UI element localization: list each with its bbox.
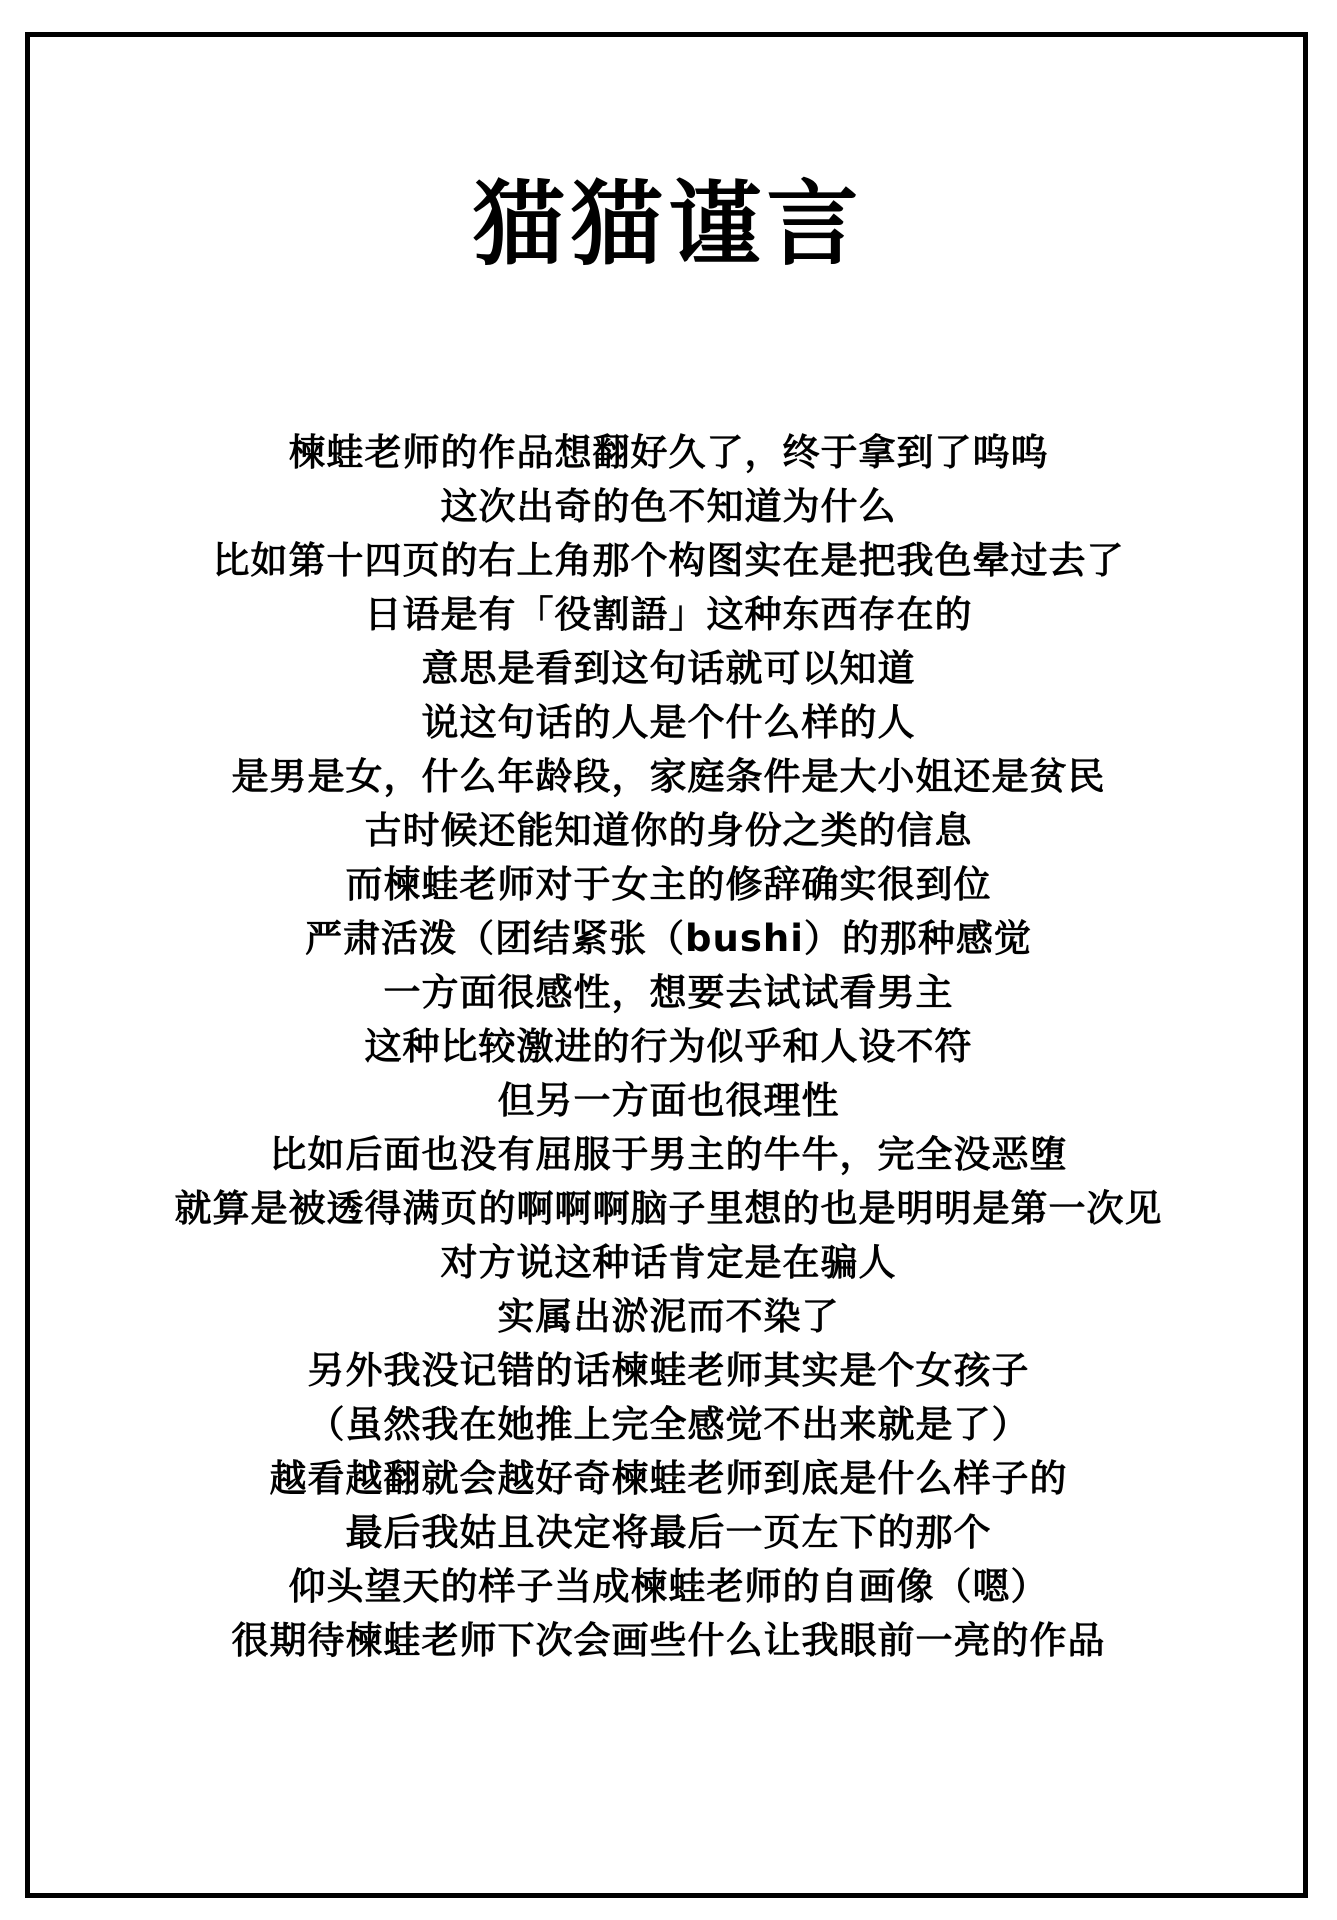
text-line: 这种比较激进的行为似乎和人设不符 [364, 1025, 973, 1068]
text-line: 比如后面也没有屈服于男主的牛牛，完全没恶堕 [269, 1133, 1068, 1176]
text-line: （虽然我在她推上完全感觉不出来就是了） [307, 1403, 1030, 1446]
text-line: 就算是被透得满页的啊啊啊脑子里想的也是明明是第一次见 [174, 1187, 1163, 1230]
text-line: 一方面很感性，想要去试试看男主 [383, 971, 954, 1014]
text-line: 对方说这种话肯定是在骗人 [440, 1241, 897, 1284]
text-line: 比如第十四页的右上角那个构图实在是把我色晕过去了 [212, 539, 1125, 582]
text-line: 说这句话的人是个什么样的人 [421, 701, 916, 744]
text-line: 意思是看到这句话就可以知道 [421, 647, 916, 690]
text-line: 但另一方面也很理性 [497, 1079, 840, 1122]
text-line: 越看越翻就会越好奇楝蛙老师到底是什么样子的 [269, 1457, 1068, 1500]
text-line: 日语是有「役割語」这种东西存在的 [364, 593, 973, 636]
text-line: 是男是女，什么年龄段，家庭条件是大小姐还是贫民 [231, 755, 1106, 798]
text-line: 楝蛙老师的作品想翻好久了，终于拿到了呜呜 [288, 431, 1049, 474]
text-line: 很期待楝蛙老师下次会画些什么让我眼前一亮的作品 [231, 1619, 1106, 1662]
text-line: 古时候还能知道你的身份之类的信息 [364, 809, 973, 852]
body-text [0, 426, 1337, 1668]
text-line: 而楝蛙老师对于女主的修辞确实很到位 [345, 863, 992, 906]
text-line: 仰头望天的样子当成楝蛙老师的自画像（嗯） [288, 1565, 1049, 1608]
text-line: 这次出奇的色不知道为什么 [440, 485, 897, 528]
text-line: 最后我姑且决定将最后一页左下的那个 [345, 1511, 992, 1554]
text-line: 另外我没记错的话楝蛙老师其实是个女孩子 [307, 1349, 1030, 1392]
text-line: 严肃活泼（团结紧张（bushi）的那种感觉 [305, 917, 1032, 960]
text-line: 实属出淤泥而不染了 [497, 1295, 840, 1338]
page-title: 猫猫谨言 [472, 171, 865, 278]
